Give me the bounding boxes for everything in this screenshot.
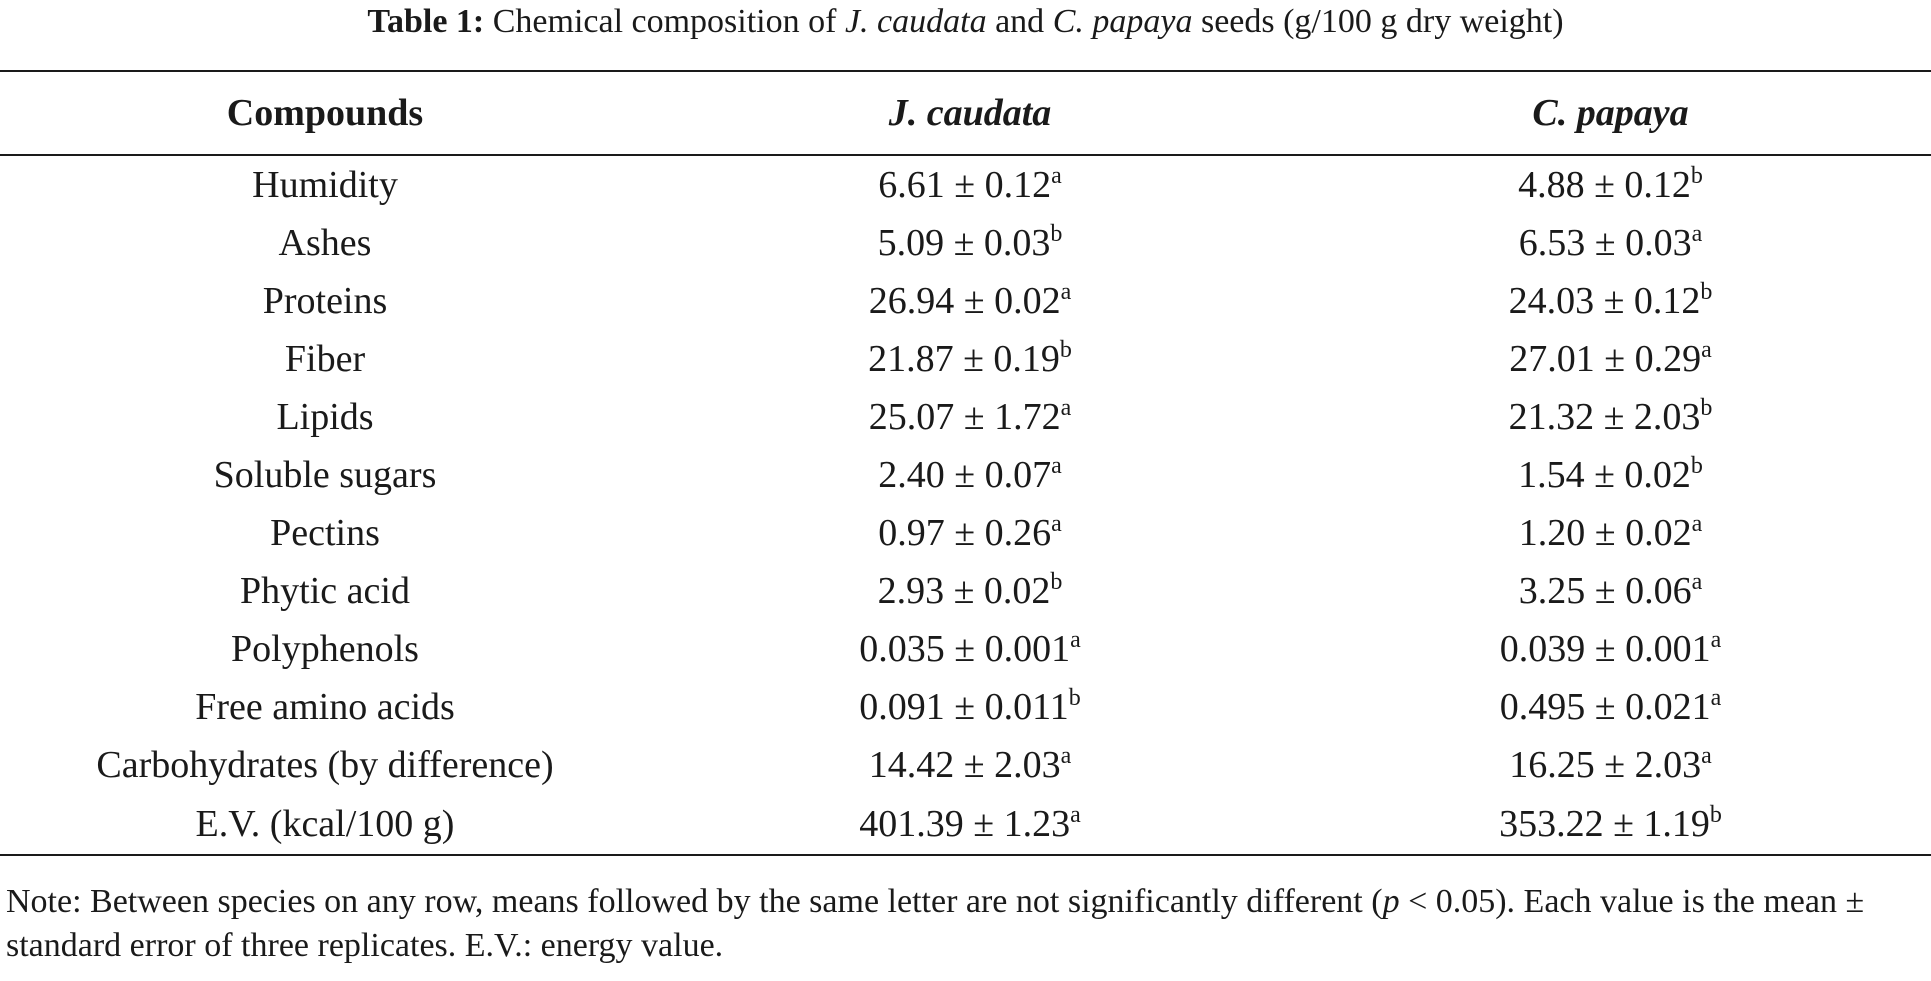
compound-name: E.V. (kcal/100 g) (0, 794, 650, 855)
compound-name: Free amino acids (195, 686, 455, 728)
c-papaya-cell (1290, 736, 1931, 794)
c-papaya-cell (1290, 330, 1931, 388)
c-papaya-value: 16.25 ± 2.03 (1509, 744, 1702, 786)
caption-text-2: and (986, 3, 1053, 40)
header-compounds: Compounds (0, 71, 650, 155)
c-papaya-cell (1290, 272, 1931, 330)
header-c-papaya: C. papaya (1290, 71, 1931, 155)
table-caption (0, 0, 1931, 44)
c-papaya-value: 1.20 ± 0.02 (1518, 512, 1692, 554)
table-row (0, 388, 1931, 446)
j-caudata-significance-letter: a (1051, 453, 1062, 479)
table-row (0, 446, 1931, 504)
table-row (0, 736, 1931, 794)
table-body (0, 155, 1931, 855)
compound-name: Polyphenols (231, 628, 419, 670)
compound-name: Soluble sugars (213, 454, 437, 496)
c-papaya-significance-letter: b (1690, 163, 1703, 189)
note-text-2: < 0.05). Each value is the mean ± standard error of three replicates. E.V.: energy value. (6, 883, 1865, 964)
compound-name: Carbohydrates (by difference) (96, 744, 554, 786)
c-papaya-significance-letter: b (1700, 279, 1713, 305)
j-caudata-significance-letter: b (1068, 685, 1081, 711)
c-papaya-significance-letter: b (1709, 802, 1722, 828)
c-papaya-significance-letter: a (1710, 627, 1722, 653)
c-papaya-value: 3.25 ± 0.06 (1518, 570, 1692, 612)
table-row (0, 330, 1931, 388)
table-row (0, 214, 1931, 272)
c-papaya-significance-letter: a (1710, 685, 1722, 711)
j-caudata-significance-letter: a (1060, 279, 1072, 305)
j-caudata-cell (650, 155, 1290, 214)
j-caudata-value: 0.035 ± 0.001 (859, 628, 1071, 670)
j-caudata-value: 25.07 ± 1.72 (868, 396, 1061, 438)
j-caudata-value: 2.93 ± 0.02 (877, 570, 1051, 612)
table-row (0, 620, 1931, 678)
c-papaya-value: 0.495 ± 0.021 (1499, 686, 1711, 728)
caption-species-1: J. caudata (844, 3, 987, 40)
j-caudata-value: 14.42 ± 2.03 (868, 744, 1061, 786)
j-caudata-value: 0.091 ± 0.011 (859, 686, 1069, 728)
c-papaya-cell (1290, 794, 1931, 855)
c-papaya-value: 0.039 ± 0.001 (1499, 628, 1711, 670)
j-caudata-value: 6.61 ± 0.12 (878, 164, 1052, 206)
c-papaya-cell (1290, 388, 1931, 446)
j-caudata-value: 26.94 ± 0.02 (868, 280, 1061, 322)
table-row (0, 794, 1931, 855)
j-caudata-cell (650, 736, 1290, 794)
j-caudata-cell (650, 214, 1290, 272)
c-papaya-significance-letter: a (1701, 743, 1712, 769)
c-papaya-cell (1290, 446, 1931, 504)
j-caudata-value: 2.40 ± 0.07 (878, 454, 1052, 496)
c-papaya-value: 353.22 ± 1.19 (1499, 803, 1710, 845)
c-papaya-significance-letter: b (1700, 395, 1713, 421)
note-text-1: Note: Between species on any row, means followed by the same letter are not significantly different ( (6, 883, 1383, 920)
compound-name: Humidity (252, 164, 398, 206)
j-caudata-cell (650, 678, 1290, 736)
caption-label: Table 1: (367, 3, 485, 40)
compound-name: Ashes (278, 222, 372, 264)
caption-species-2: C. papaya (1052, 3, 1193, 40)
c-papaya-value: 27.01 ± 0.29 (1509, 338, 1702, 380)
table-row (0, 272, 1931, 330)
j-caudata-value: 21.87 ± 0.19 (868, 338, 1060, 380)
j-caudata-significance-letter: a (1051, 163, 1062, 189)
j-caudata-cell (650, 330, 1290, 388)
j-caudata-significance-letter: b (1050, 221, 1063, 247)
j-caudata-value: 401.39 ± 1.23 (859, 803, 1071, 845)
c-papaya-significance-letter: b (1690, 453, 1703, 479)
caption-text-3: seeds (g/100 g dry weight) (1192, 3, 1564, 40)
j-caudata-significance-letter: b (1059, 337, 1072, 363)
c-papaya-value: 1.54 ± 0.02 (1518, 454, 1691, 496)
table-row (0, 155, 1931, 214)
composition-table (0, 70, 1931, 856)
j-caudata-significance-letter: a (1070, 802, 1081, 828)
c-papaya-cell (1290, 562, 1931, 620)
note-p-symbol: p (1382, 883, 1400, 920)
j-caudata-cell (650, 794, 1290, 855)
c-papaya-value: 24.03 ± 0.12 (1508, 280, 1701, 322)
compound-name: Lipids (276, 396, 374, 438)
table-row (0, 562, 1931, 620)
c-papaya-cell (1290, 620, 1931, 678)
c-papaya-significance-letter: a (1691, 569, 1703, 595)
c-papaya-value: 6.53 ± 0.03 (1518, 222, 1692, 264)
c-papaya-significance-letter: a (1701, 337, 1712, 363)
j-caudata-cell (650, 388, 1290, 446)
compound-name: Phytic acid (240, 570, 410, 612)
j-caudata-cell (650, 504, 1290, 562)
table-row (0, 504, 1931, 562)
j-caudata-cell (650, 562, 1290, 620)
j-caudata-value: 5.09 ± 0.03 (877, 222, 1051, 264)
j-caudata-cell (650, 620, 1290, 678)
j-caudata-significance-letter: a (1060, 743, 1072, 769)
table-note (6, 880, 1926, 968)
c-papaya-significance-letter: a (1691, 511, 1703, 537)
j-caudata-cell (650, 272, 1290, 330)
c-papaya-cell (1290, 214, 1931, 272)
header-j-caudata: J. caudata (650, 71, 1290, 155)
table-row (0, 678, 1931, 736)
j-caudata-value: 0.97 ± 0.26 (878, 512, 1052, 554)
j-caudata-significance-letter: a (1051, 511, 1062, 537)
c-papaya-value: 21.32 ± 2.03 (1508, 396, 1701, 438)
compound-name: Proteins (262, 280, 388, 322)
header-row (0, 71, 1931, 155)
j-caudata-cell (650, 446, 1290, 504)
j-caudata-significance-letter: b (1050, 569, 1063, 595)
c-papaya-cell (1290, 504, 1931, 562)
compound-name: Fiber (284, 338, 366, 380)
c-papaya-significance-letter: a (1691, 221, 1703, 247)
c-papaya-cell (1290, 678, 1931, 736)
c-papaya-value: 4.88 ± 0.12 (1518, 164, 1691, 206)
j-caudata-significance-letter: a (1060, 395, 1072, 421)
caption-text-1: Chemical composition of (484, 3, 845, 40)
compound-name: Pectins (270, 512, 380, 554)
c-papaya-cell (1290, 155, 1931, 214)
j-caudata-significance-letter: a (1070, 627, 1081, 653)
